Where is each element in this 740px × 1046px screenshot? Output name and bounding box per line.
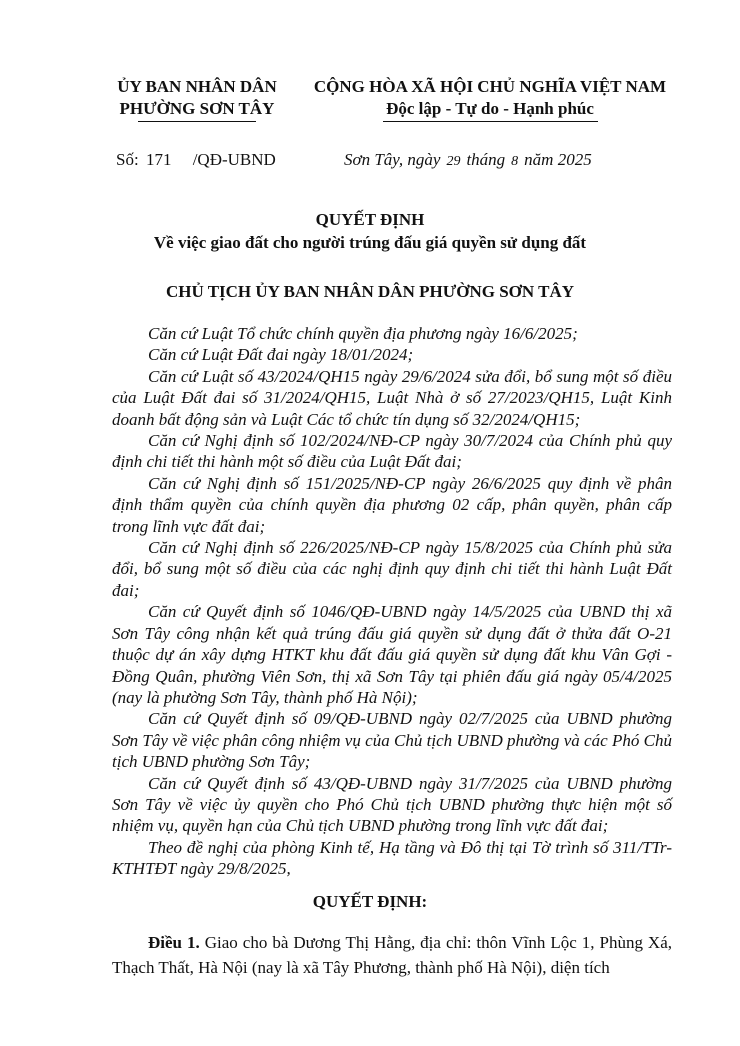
org-line1: ỦY BAN NHÂN DÂN: [117, 77, 277, 96]
date-month-label: tháng: [466, 150, 506, 169]
org-underline: [138, 121, 256, 122]
article-1-label: Điều 1.: [148, 933, 200, 952]
date-place-prefix: Sơn Tây, ngày: [344, 150, 441, 169]
issue-date: [344, 150, 592, 170]
doc-number-suffix: /QĐ-UBND: [192, 150, 276, 169]
preamble-paragraph: Căn cứ Nghị định số 226/2025/NĐ-CP ngày 15/8/2025 của Chính phủ sửa đổi, bổ sung một số điều của các nghị định quy định chi tiết thi hành Luật Đất đai;: [112, 538, 672, 600]
date-month: 8: [511, 154, 519, 169]
date-day: 29: [446, 154, 461, 169]
preamble-paragraph: Căn cứ Nghị định số 151/2025/NĐ-CP ngày 26/6/2025 quy định về phân định thẩm quyền của chính quyền địa phương 02 cấp, phân quyền, phân cấp trong lĩnh vực đất đai;: [112, 473, 672, 536]
preamble-paragraph: Căn cứ Luật Tổ chức chính quyền địa phương ngày 16/6/2025;: [148, 324, 578, 343]
nation-line2: Độc lập - Tự do - Hạnh phúc: [386, 99, 594, 118]
nation-line1: CỘNG HÒA XÃ HỘI CHỦ NGHĨA VIỆT NAM: [313, 77, 667, 96]
decision-heading: QUYẾT ĐỊNH:: [312, 892, 428, 911]
article-1-text: Giao cho bà Dương Thị Hằng, địa chỉ: thôn Vĩnh Lộc 1, Phùng Xá, Thạch Thất, Hà Nội (nay là xã Tây Phương, thành phố Hà Nội), diện tích: [112, 933, 673, 977]
issuing-authority-block: [112, 76, 282, 122]
doc-number-value: 171: [145, 150, 172, 169]
preamble-paragraph: Căn cứ Quyết định số 43/QĐ-UBND ngày 31/7/2025 của UBND phường Sơn Tây về việc ủy quyền cho Phó Chủ tịch UBND phường thực hiện một số nhiệm vụ, quyền hạn của Chủ tịch UBND phường trong lĩnh vực đất đai;: [112, 773, 672, 836]
preamble: [112, 323, 672, 880]
document-title: QUYẾT ĐỊNH: [315, 210, 425, 229]
org-line2: PHƯỜNG SƠN TÂY: [119, 99, 275, 118]
preamble-paragraph: Căn cứ Nghị định số 102/2024/NĐ-CP ngày 30/7/2024 của Chính phủ quy định chi tiết thi hành một số điều của Luật Đất đai;: [112, 431, 672, 472]
preamble-paragraph: Căn cứ Quyết định số 09/QĐ-UBND ngày 02/7/2025 của UBND phường Sơn Tây về việc phân công nhiệm vụ của Chủ tịch UBND phường và các Phó Chủ tịch UBND phường Sơn Tây;: [112, 709, 672, 772]
document-number: [116, 150, 279, 170]
document-subtitle: Về việc giao đất cho người trúng đấu giá quyền sử dụng đất: [153, 233, 587, 252]
national-motto-block: [300, 76, 680, 122]
authority-heading: CHỦ TỊCH ỦY BAN NHÂN DÂN PHƯỜNG SƠN TÂY: [165, 282, 575, 301]
preamble-paragraph: Theo đề nghị của phòng Kinh tế, Hạ tầng và Đô thị tại Tờ trình số 311/TTr-KTHTĐT ngày 29/8/2025,: [112, 837, 672, 879]
article-1: [112, 930, 672, 980]
motto-underline: [383, 121, 598, 122]
preamble-paragraph: Căn cứ Quyết định số 1046/QĐ-UBND ngày 14/5/2025 của UBND thị xã Sơn Tây công nhận kết quả trúng đấu giá quyền sử dụng đất ở thửa đất O-21 thuộc dự án xây dựng HTKT khu đất đấu giá quyền sử dụng đất khu Vân Gợi - Đồng Quân, phường Viên Sơn, thị xã Sơn Tây tại phiên đấu giá ngày 05/4/2025 (nay là phường Sơn Tây, thành phố Hà Nội);: [112, 602, 672, 707]
doc-number-prefix: Số:: [116, 150, 139, 169]
preamble-paragraph: Căn cứ Luật số 43/2024/QH15 ngày 29/6/2024 sửa đổi, bổ sung một số điều của Luật Đất đai số 31/2024/QH15, Luật Nhà ở số 27/2023/QH15, Luật Kinh doanh bất động sản và Luật Các tổ chức tín dụng số 32/2024/QH15;: [112, 366, 672, 429]
date-year: năm 2025: [524, 150, 592, 169]
preamble-paragraph: Căn cứ Luật Đất đai ngày 18/01/2024;: [148, 345, 414, 365]
